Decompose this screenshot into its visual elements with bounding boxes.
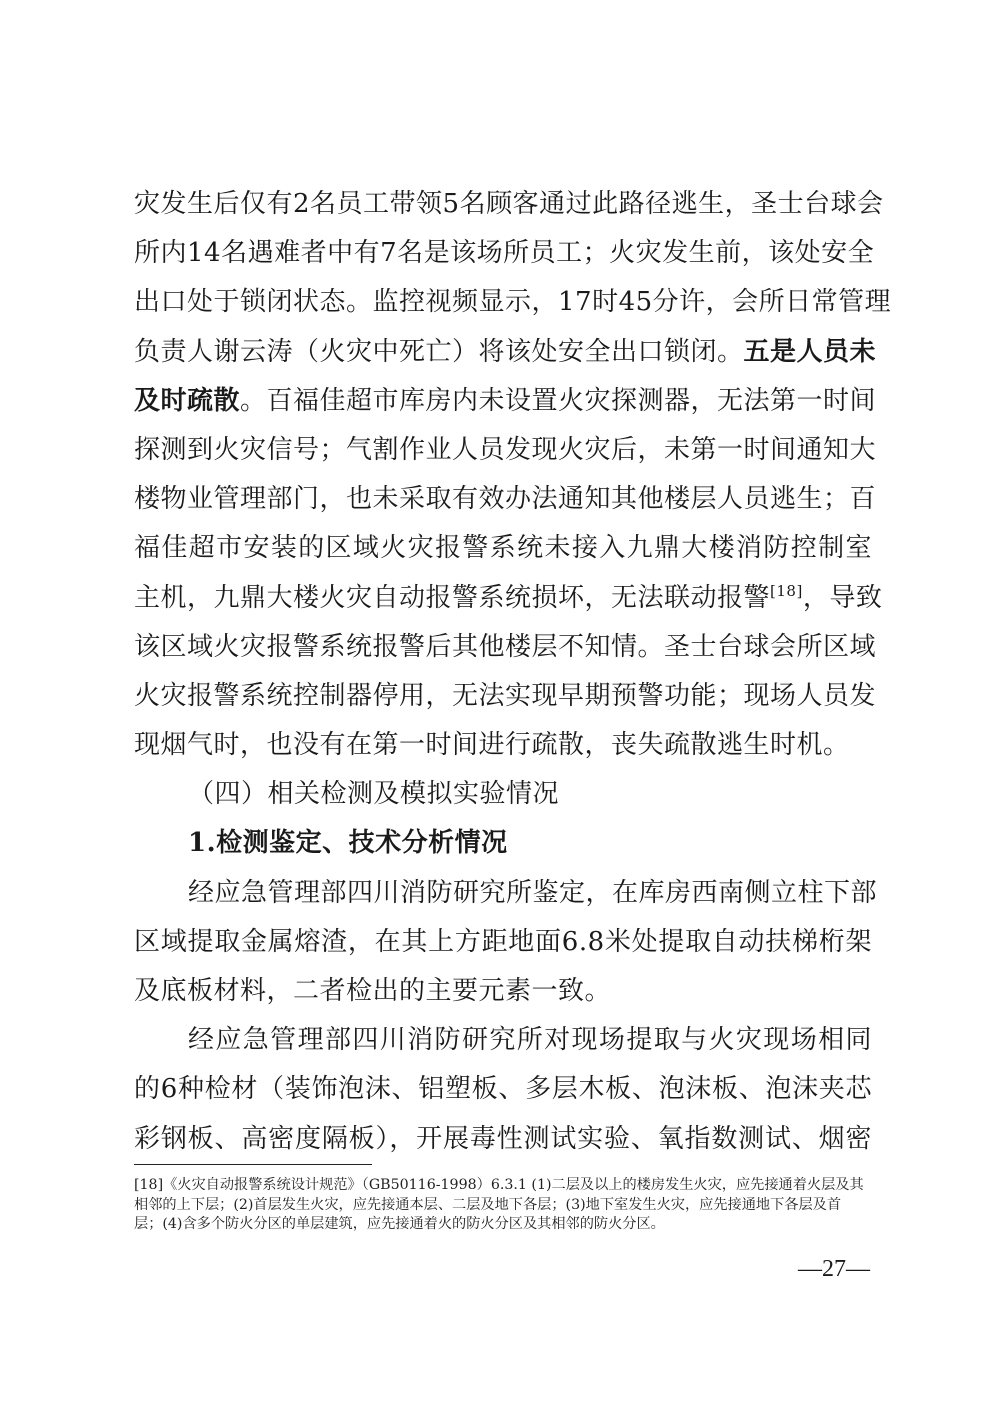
paragraph-line: 的6种检材（装饰泡沫、铝塑板、多层木板、泡沫板、泡沫夹芯	[134, 1074, 872, 1105]
paragraph-line: 出口处于锁闭状态。监控视频显示，17时45分许，会所日常管理	[134, 287, 892, 318]
footnote-reference[interactable]: [18]	[770, 581, 803, 600]
footnote-line: 相邻的上下层；(2)首层发生火灾，应先接通本层、二层及地下各层；(3)地下室发生火灾，应先接通地下各层及首	[134, 1196, 842, 1213]
paragraph-text: 主机，九鼎大楼火灾自动报警系统损坏，无法联动报警	[134, 582, 771, 613]
paragraph-text: ，导致	[802, 582, 883, 613]
paragraph-line: 经应急管理部四川消防研究所对现场提取与火灾现场相同	[188, 1025, 872, 1056]
paragraph-line: 所内14名遇难者中有7名是该场所员工；火灾发生前，该处安全	[134, 238, 875, 269]
paragraph-line	[134, 574, 883, 623]
paragraph-line: 彩钢板、高密度隔板），开展毒性测试实验、氧指数测试、烟密	[134, 1123, 872, 1154]
paragraph-text: 负责人谢云涛（火灾中死亡）将该处安全出口锁闭。	[134, 336, 744, 367]
paragraph-line: 经应急管理部四川消防研究所鉴定，在库房西南侧立柱下部	[188, 877, 878, 908]
paragraph-line: 及底板材料，二者检出的主要元素一致。	[134, 976, 612, 1006]
paragraph-line: 该区域火灾报警系统报警后其他楼层不知情。圣士台球会所区域	[134, 631, 877, 662]
bold-heading-text: 五是人员未	[743, 336, 877, 367]
body-text	[134, 180, 892, 1164]
subsection-heading: 1.检测鉴定、技术分析情况	[188, 828, 508, 859]
paragraph-line: 火灾报警系统控制器停用，无法实现早期预警功能；现场人员发	[134, 680, 877, 711]
paragraph-line	[134, 328, 877, 377]
bold-heading-text: 及时疏散	[134, 385, 241, 416]
paragraph-line: 区域提取金属熔渣，在其上方距地面6.8米处提取自动扶梯桁架	[134, 926, 872, 957]
paragraph-line: 灾发生后仅有2名员工带领5名顾客通过此路径逃生，圣士台球会	[134, 189, 884, 219]
page-number: —27—	[798, 1256, 870, 1282]
footnote	[134, 1176, 872, 1235]
footnote-line: 层；(4)含多个防火分区的单层建筑，应先接通着火的防火分区及其相邻的防火分区。	[134, 1216, 665, 1232]
paragraph-line: 楼物业管理部门，也未采取有效办法通知其他楼层人员逃生；百	[134, 484, 877, 515]
paragraph-line	[134, 377, 877, 426]
footnote-separator	[134, 1164, 372, 1165]
paragraph-line: 福佳超市安装的区域火灾报警系统未接入九鼎大楼消防控制室	[134, 533, 872, 564]
paragraph-line: 探测到火灾信号；气割作业人员发现火灾后，未第一时间通知大	[134, 434, 877, 465]
section-heading: （四）相关检测及模拟实验情况	[188, 779, 560, 810]
paragraph-text: 。百福佳超市库房内未设置火灾探测器，无法第一时间	[240, 385, 877, 416]
footnote-line: [18]《火灾自动报警系统设计规范》（GB50116-1998）6.3.1 (1)二层及以上的楼房发生火灾，应先接通着火层及其	[134, 1177, 864, 1193]
paragraph-line: 现烟气时，也没有在第一时间进行疏散，丧失疏散逃生时机。	[134, 730, 850, 761]
